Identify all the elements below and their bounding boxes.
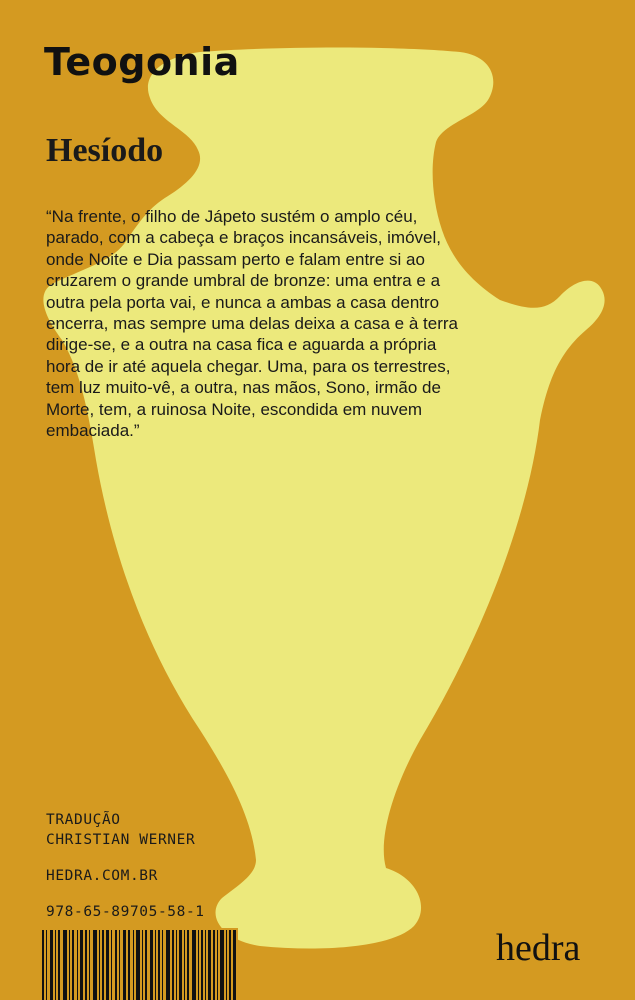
book-title: Teogonia [44,40,240,84]
publisher-logo: hedra [496,927,581,969]
publisher-website: HEDRA.COM.BR [46,868,158,884]
barcode [40,928,238,1000]
translation-label: TRADUÇÃO [46,812,121,828]
back-cover-quote: “Na frente, o filho de Jápeto sustém o amplo céu, parado, com a cabeça e braços incansáveis, imóvel, onde Noite e Dia passam perto e falam entre si ao cruzarem o grande umbral de bronze: uma entra e a outra pela porta vai, e nunca a ambas a casa dentro encerra, mas sempre uma delas deixa a casa e à terra dirige-se, e a outra na casa fica e aguarda a própria hora de ir até aquela chegar. Uma, para os terrestres, tem luz muito-vê, a outra, nas mãos, Sono, irmão de Morte, tem, a ruinosa Noite, escondida em nuvem embaciada.” [46,207,458,441]
book-author: Hesíodo [46,132,164,169]
translator-name: CHRISTIAN WERNER [46,832,196,848]
isbn-number: 978-65-89705-58-1 [46,904,205,920]
